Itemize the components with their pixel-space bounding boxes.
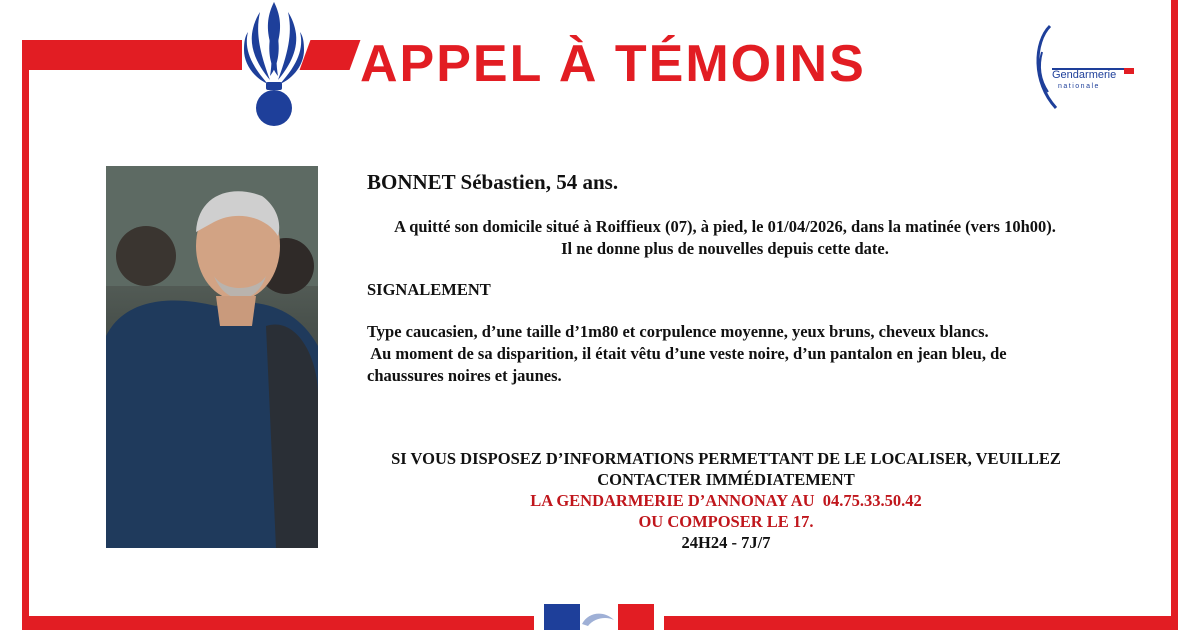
contact-line-2: CONTACTER IMMÉDIATEMENT bbox=[597, 470, 855, 489]
description-line-2: Au moment de sa disparition, il était vêtu d’une veste noire, d’un pantalon en jean bleu, de bbox=[367, 344, 1007, 363]
republique-francaise-logo bbox=[544, 604, 654, 630]
gendarmerie-flame-icon bbox=[240, 2, 308, 130]
description-heading: SIGNALEMENT bbox=[367, 280, 491, 299]
missing-person-photo bbox=[106, 166, 318, 548]
gendarmerie-nationale-logo bbox=[1028, 22, 1138, 112]
contact-phone-line: LA GENDARMERIE D’ANNONAY AU 04.75.33.50.42 bbox=[530, 491, 922, 510]
contact-availability: 24H24 - 7J/7 bbox=[681, 533, 771, 552]
contact-emergency-line: OU COMPOSER LE 17. bbox=[638, 512, 814, 531]
contact-instructions bbox=[362, 448, 1090, 553]
red-frame-bottom-left bbox=[22, 616, 534, 630]
disappearance-circumstances bbox=[367, 216, 1083, 260]
page-title: APPEL À TÉMOINS bbox=[360, 35, 866, 93]
red-frame-bottom-right bbox=[664, 616, 1178, 630]
red-frame-left bbox=[22, 40, 29, 630]
red-frame-top bbox=[22, 40, 242, 70]
red-frame-right bbox=[1171, 0, 1178, 630]
person-name: BONNET Sébastien, 54 ans. bbox=[367, 170, 619, 194]
logo-text-main: Gendarmerie bbox=[1052, 69, 1117, 81]
description-line-1: Type caucasien, d’une taille d’1m80 et corpulence moyenne, yeux bruns, cheveux blancs. bbox=[367, 322, 989, 341]
logo-text-sub: nationale bbox=[1058, 83, 1100, 90]
description-line-3: chaussures noires et jaunes. bbox=[367, 366, 562, 385]
circumstances-line-2: Il ne donne plus de nouvelles depuis cette date. bbox=[561, 239, 889, 258]
contact-line-1: SI VOUS DISPOSEZ D’INFORMATIONS PERMETTANT DE LE LOCALISER, VEUILLEZ bbox=[391, 449, 1061, 468]
physical-description bbox=[367, 321, 1087, 387]
red-frame-top-accent bbox=[300, 40, 361, 70]
circumstances-line-1: A quitté son domicile situé à Roiffieux (07), à pied, le 01/04/2026, dans la matinée (vers 10h00). bbox=[394, 217, 1056, 236]
